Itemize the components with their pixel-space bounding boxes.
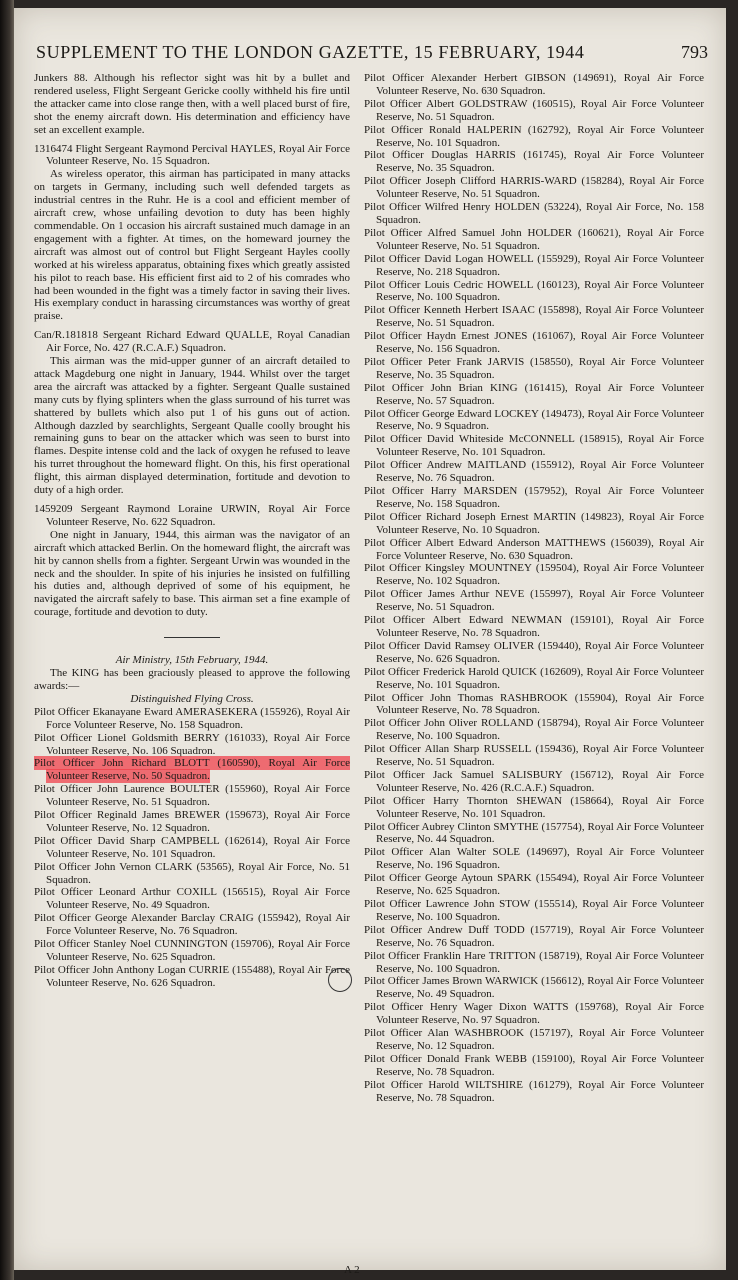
award-entry: Pilot Officer Harry MARSDEN (157952), Royal Air Force Volunteer Reserve, No. 158 Squadron.	[364, 485, 704, 510]
printer-signature-mark: A 2	[344, 1264, 360, 1276]
award-entry: Pilot Officer David Logan HOWELL (155929), Royal Air Force Volunteer Reserve, No. 218 Squadron.	[364, 252, 704, 278]
award-entry: Pilot Officer Andrew MAITLAND (155912), Royal Air Force Volunteer Reserve, No. 76 Squadron.	[364, 459, 704, 485]
award-entry: Pilot Officer John Laurence BOULTER (155960), Royal Air Force Volunteer Reserve, No. 51 Squadron.	[34, 783, 350, 809]
award-entry: Pilot Officer Frederick Harold QUICK (162609), Royal Air Force Volunteer Reserve, No. 101 Squadron.	[364, 665, 704, 691]
award-entry: Pilot Officer George Edward LOCKEY (149473), Royal Air Force Volunteer Reserve, No. 9 Squadron.	[364, 407, 704, 433]
ministry-dateline: Air Ministry, 15th February, 1944.	[115, 654, 269, 667]
award-entry: Pilot Officer David Ramsey OLIVER (159440), Royal Air Force Volunteer Reserve, No. 626 Squadron.	[364, 639, 704, 665]
award-entry: Pilot Officer Alfred Samuel John HOLDER (160621), Royal Air Force Volunteer Reserve, No. 51 Squadron.	[364, 226, 704, 252]
award-entry: Pilot Officer John Anthony Logan CURRIE (155488), Royal Air Force Volunteer Reserve, No. 626 Squadron.	[34, 963, 350, 989]
page-number: 793	[681, 42, 708, 62]
right-column	[364, 72, 704, 1105]
award-entry: Pilot Officer John Brian KING (161415), Royal Air Force Volunteer Reserve, No. 57 Squadron.	[364, 381, 704, 407]
award-entry: Pilot Officer Aubrey Clinton SMYTHE (157754), Royal Air Force Volunteer Reserve, No. 44 Squadron.	[364, 820, 704, 846]
award-entry: Pilot Officer Henry Wager Dixon WATTS (159768), Royal Air Force Volunteer Reserve, No. 97 Squadron.	[364, 1001, 704, 1027]
award-entry: Pilot Officer Alan Walter SOLE (149697), Royal Air Force Volunteer Reserve, No. 196 Squadron.	[364, 846, 704, 872]
award-entry: Pilot Officer James Arthur NEVE (155997), Royal Air Force Volunteer Reserve, No. 51 Squadron.	[364, 588, 704, 614]
citation-body-urwin: One night in January, 1944, this airman was the navigator of an aircraft which attacked Berlin. On the homeward flight, the aircraft was hit by cannon shells from a fighter. Sergeant Urwin was wounded in the neck and the shoulder. In spite of his injuries he insisted on fulfilling his duties and, although deprived of some of his equipment, he navigated the aircraft safely to base. This airman set a fine example of courage, fortitude and devotion to duty.	[34, 528, 350, 619]
award-entry: Pilot Officer John Oliver ROLLAND (158794), Royal Air Force Volunteer Reserve, No. 100 Squadron.	[364, 717, 704, 743]
red-highlight-mark: Pilot Officer John Richard BLOTT (160590), Royal Air Force Volunteer Reserve, No. 50 Squadron.	[34, 757, 350, 783]
award-entry: Pilot Officer Donald Frank WEBB (159100), Royal Air Force Volunteer Reserve, No. 78 Squadron.	[364, 1052, 704, 1078]
left-column	[34, 72, 350, 990]
award-entry: Pilot Officer Louis Cedric HOWELL (160123), Royal Air Force Volunteer Reserve, No. 100 Squadron.	[364, 278, 704, 304]
award-entry: Pilot Officer Peter Frank JARVIS (158550), Royal Air Force Volunteer Reserve, No. 35 Squadron.	[364, 355, 704, 381]
award-entry: Pilot Officer Jack Samuel SALISBURY (156712), Royal Air Force Volunteer Reserve, No. 426 (R.C.A.F.) Squadron.	[364, 768, 704, 794]
award-entry: Pilot Officer Reginald James BREWER (159673), Royal Air Force Volunteer Reserve, No. 12 Squadron.	[34, 809, 350, 834]
award-entry: Pilot Officer George Alexander Barclay CRAIG (155942), Royal Air Force Volunteer Reserve, No. 76 Squadron.	[34, 912, 350, 938]
award-entry: Pilot Officer Franklin Hare TRITTON (158719), Royal Air Force Volunteer Reserve, No. 100 Squadron.	[364, 949, 704, 975]
award-entry: Pilot Officer John Vernon CLARK (53565), Royal Air Force, No. 51 Squadron.	[34, 860, 350, 886]
award-entry: Pilot Officer Albert Edward Anderson MATTHEWS (156039), Royal Air Force Volunteer Reserve, No. 630 Squadron.	[364, 536, 704, 562]
section-divider	[164, 637, 220, 638]
award-entry: Pilot Officer James Brown WARWICK (156612), Royal Air Force Volunteer Reserve, No. 49 Squadron.	[364, 975, 704, 1001]
handwritten-circle-mark	[328, 968, 352, 992]
award-entry: Pilot Officer Wilfred Henry HOLDEN (53224), Royal Air Force, No. 158 Squadron.	[364, 201, 704, 226]
award-entry-highlighted	[34, 757, 350, 783]
award-entry: Pilot Officer Haydn Ernest JONES (161067), Royal Air Force Volunteer Reserve, No. 156 Squadron.	[364, 330, 704, 356]
book-binding-edge	[0, 0, 14, 1280]
award-entry: Pilot Officer Harold WILTSHIRE (161279), Royal Air Force Volunteer Reserve, No. 78 Squadron.	[364, 1078, 704, 1104]
award-entry: Pilot Officer Albert Edward NEWMAN (159101), Royal Air Force Volunteer Reserve, No. 78 Squadron.	[364, 614, 704, 639]
award-entry: Pilot Officer George Aytoun SPARK (155494), Royal Air Force Volunteer Reserve, No. 625 Squadron.	[364, 872, 704, 898]
citation-body-qualle: This airman was the mid-upper gunner of an aircraft detailed to attack Magdeburg one night in January, 1944. Whilst over the target area the aircraft was attacked by a fighter. Sergeant Qualle sustained many cuts by flying splinters when the glass surround of his turret was shattered by bullets which also put 1 of his guns out of action. Although dazzled by searchlights, Sergeant Qualle coolly brought his remaining guns to bear on the attacker which was seen to burst into flames. Despite intense cold and the lack of oxygen he refused to leave his turret throughout the homeward flight. On this, his first operational flight, this airman displayed determination, fortitude and devotion to duty of a high order.	[34, 355, 350, 497]
award-entry: Pilot Officer Leonard Arthur COXILL (156515), Royal Air Force Volunteer Reserve, No. 49 Squadron.	[34, 886, 350, 912]
intro-paragraph: Junkers 88. Although his reflector sight was hit by a bullet and rendered useless, Flight Sergeant Gericke coolly withheld his fire until the attacker came into close range then, with a well placed burst of fire, shot the enemy aircraft down. His determination and efficiency have set an excellent example.	[34, 72, 350, 136]
gazette-page	[14, 8, 726, 1276]
award-entry: Pilot Officer Lionel Goldsmith BERRY (161033), Royal Air Force Volunteer Reserve, No. 106 Squadron.	[34, 731, 350, 757]
award-entry: Pilot Officer Joseph Clifford HARRIS-WARD (158284), Royal Air Force Volunteer Reserve, No. 51 Squadron.	[364, 175, 704, 201]
award-section-title: Distinguished Flying Cross.	[130, 692, 254, 705]
award-entry: Pilot Officer Harry Thornton SHEWAN (158664), Royal Air Force Volunteer Reserve, No. 101 Squadron.	[364, 794, 704, 820]
award-entry: Pilot Officer Richard Joseph Ernest MARTIN (149823), Royal Air Force Volunteer Reserve, No. 10 Squadron.	[364, 510, 704, 536]
award-entry: Pilot Officer Lawrence John STOW (155514), Royal Air Force Volunteer Reserve, No. 100 Squadron.	[364, 898, 704, 923]
award-entry: Pilot Officer Alexander Herbert GIBSON (149691), Royal Air Force Volunteer Reserve, No. 630 Squadron.	[364, 72, 704, 97]
page-title: SUPPLEMENT TO THE LONDON GAZETTE, 15 FEBRUARY, 1944	[36, 42, 585, 62]
award-entry: Pilot Officer Douglas HARRIS (161745), Royal Air Force Volunteer Reserve, No. 35 Squadron.	[364, 149, 704, 175]
award-entry: Pilot Officer Alan WASHBROOK (157197), Royal Air Force Volunteer Reserve, No. 12 Squadron.	[364, 1027, 704, 1052]
award-entry: Pilot Officer John Thomas RASHBROOK (155904), Royal Air Force Volunteer Reserve, No. 78 Squadron.	[364, 691, 704, 717]
award-entry: Pilot Officer Kenneth Herbert ISAAC (155898), Royal Air Force Volunteer Reserve, No. 51 Squadron.	[364, 304, 704, 330]
award-entry: Pilot Officer David Sharp CAMPBELL (162614), Royal Air Force Volunteer Reserve, No. 101 Squadron.	[34, 834, 350, 860]
award-entry: Pilot Officer Allan Sharp RUSSELL (159436), Royal Air Force Volunteer Reserve, No. 51 Squadron.	[364, 743, 704, 769]
left-award-list	[34, 706, 350, 990]
award-entry: Pilot Officer Stanley Noel CUNNINGTON (159706), Royal Air Force Volunteer Reserve, No. 625 Squadron.	[34, 938, 350, 963]
citation-heading-qualle: Can/R.181818 Sergeant Richard Edward QUALLE, Royal Canadian Air Force, No. 427 (R.C.A.F.) Squadron.	[34, 329, 350, 355]
award-entry: Pilot Officer Ronald HALPERIN (162792), Royal Air Force Volunteer Reserve, No. 101 Squadron.	[364, 123, 704, 149]
award-entry: Pilot Officer Kingsley MOUNTNEY (159504), Royal Air Force Volunteer Reserve, No. 102 Squadron.	[364, 562, 704, 588]
citation-body-hayles: As wireless operator, this airman has participated in many attacks on targets in Germany, including such well defended targets as industrial centres in the Ruhr. He is a cool and efficient member of aircraft crew, whose unfailing devotion to duty has been highly commendable. On 1 occasion his aircraft sustained much damage in an engagement with a fighter. At times, on the homeward journey the aircraft was almost out of control but Flight Sergeant Hayles coolly worked at his wireless apparatus, obtaining fixes which greatly assisted his pilot to reach base. His efficient first aid to 2 of his comrades who had been wounded in the fight was a timely factor in saving their lives. His exemplary conduct in harassing circumstances was worthy of great praise.	[34, 168, 350, 323]
award-entry: Pilot Officer Andrew Duff TODD (157719), Royal Air Force Volunteer Reserve, No. 76 Squadron.	[364, 923, 704, 949]
awards-announcement: The KING has been graciously pleased to approve the following awards:—	[34, 667, 350, 692]
award-entry: Pilot Officer Ekanayane Eward AMERASEKERA (155926), Royal Air Force Volunteer Reserve, No. 158 Squadron.	[34, 705, 350, 731]
award-entry: Pilot Officer David Whiteside McCONNELL (158915), Royal Air Force Volunteer Reserve, No. 101 Squadron.	[364, 433, 704, 459]
page-header	[36, 42, 708, 66]
citation-heading-urwin: 1459209 Sergeant Raymond Loraine URWIN, Royal Air Force Volunteer Reserve, No. 622 Squadron.	[34, 503, 350, 528]
award-entry: Pilot Officer Albert GOLDSTRAW (160515), Royal Air Force Volunteer Reserve, No. 51 Squadron.	[364, 97, 704, 123]
citation-heading-hayles: 1316474 Flight Sergeant Raymond Percival HAYLES, Royal Air Force Volunteer Reserve, No. 15 Squadron.	[34, 142, 350, 168]
